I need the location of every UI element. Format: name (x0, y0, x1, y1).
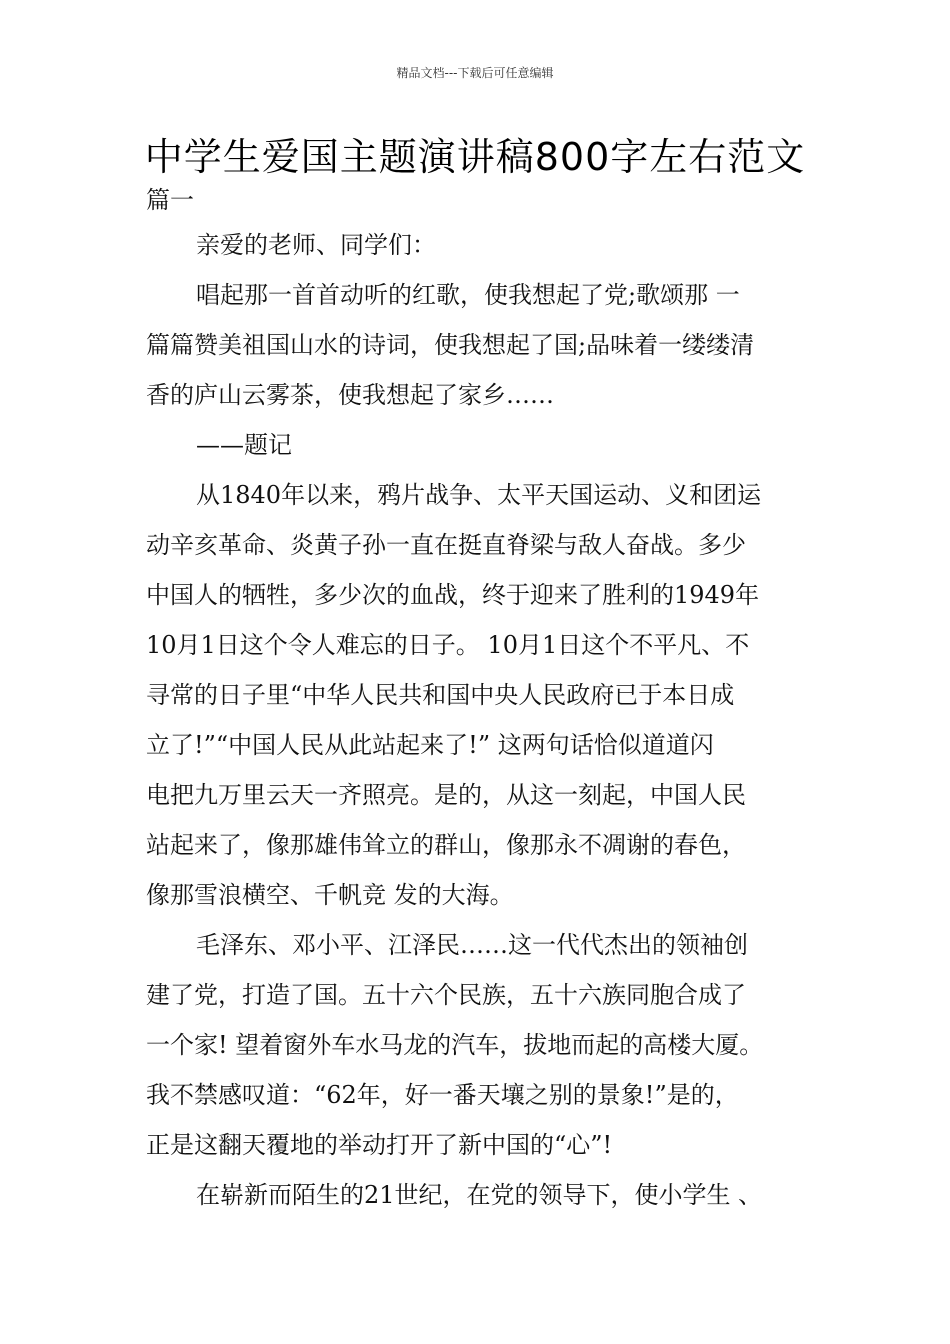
paragraph-lines (146, 220, 826, 1220)
text-line: 立了!”“中国人民从此站起来了!” 这两句话恰似道道闪 (146, 731, 714, 759)
text-line: 香的庐山云雾茶，使我想起了家乡…… (146, 381, 554, 409)
text-line: 电把九万里云天一齐照亮。是的，从这一刻起，中国人民 (146, 781, 746, 809)
text-line: 寻常的日子里“中华人民共和国中央人民政府已于本日成 (146, 681, 735, 709)
text-line: 10月1日这个令人难忘的日子。 10月1日这个不平凡、不 (146, 631, 750, 659)
text-line: 正是这翻天覆地的举动打开了新中国的“心”! (146, 1131, 613, 1159)
section-label: 篇一 (146, 186, 194, 214)
header-note: 精品文档---下载后可任意编辑 (396, 66, 554, 80)
text-line: 一个家! 望着窗外车水马龙的汽车，拔地而起的高楼大厦。 (146, 1031, 764, 1059)
document-title: 中学生爱国主题演讲稿800字左右范文 (144, 135, 806, 179)
text-line: 站起来了，像那雄伟耸立的群山，像那永不凋谢的春色， (146, 831, 746, 859)
document-body (146, 180, 826, 1220)
text-line: 中国人的牺牲，多少次的血战，终于迎来了胜利的1949年 (146, 581, 760, 609)
text-line: 建了党，打造了国。五十六个民族，五十六族同胞合成了 (146, 981, 746, 1009)
text-line: 篇篇赞美祖国山水的诗词，使我想起了国;品味着一缕缕清 (146, 331, 755, 359)
text-line: 毛泽东、邓小平、江泽民……这一代代杰出的领袖创 (196, 931, 748, 959)
text-line: 在崭新而陌生的21世纪，在党的领导下，使小学生 、 (196, 1181, 763, 1209)
text-line: 像那雪浪横空、千帆竞 发的大海。 (146, 881, 514, 909)
text-line: 我不禁感叹道：“62年，好一番天壤之别的景象!”是的， (146, 1081, 739, 1109)
text-line: 动辛亥革命、炎黄子孙一直在挺直脊梁与敌人奋战。多少 (146, 531, 746, 559)
text-line: 唱起那一首首动听的红歌，使我想起了党;歌颂那 一 (196, 281, 740, 309)
text-line: 从1840年以来，鸦片战争、太平天国运动、义和团运 (196, 481, 762, 509)
text-line: 亲爱的老师、同学们： (196, 231, 436, 259)
text-line: ——题记 (196, 431, 292, 459)
